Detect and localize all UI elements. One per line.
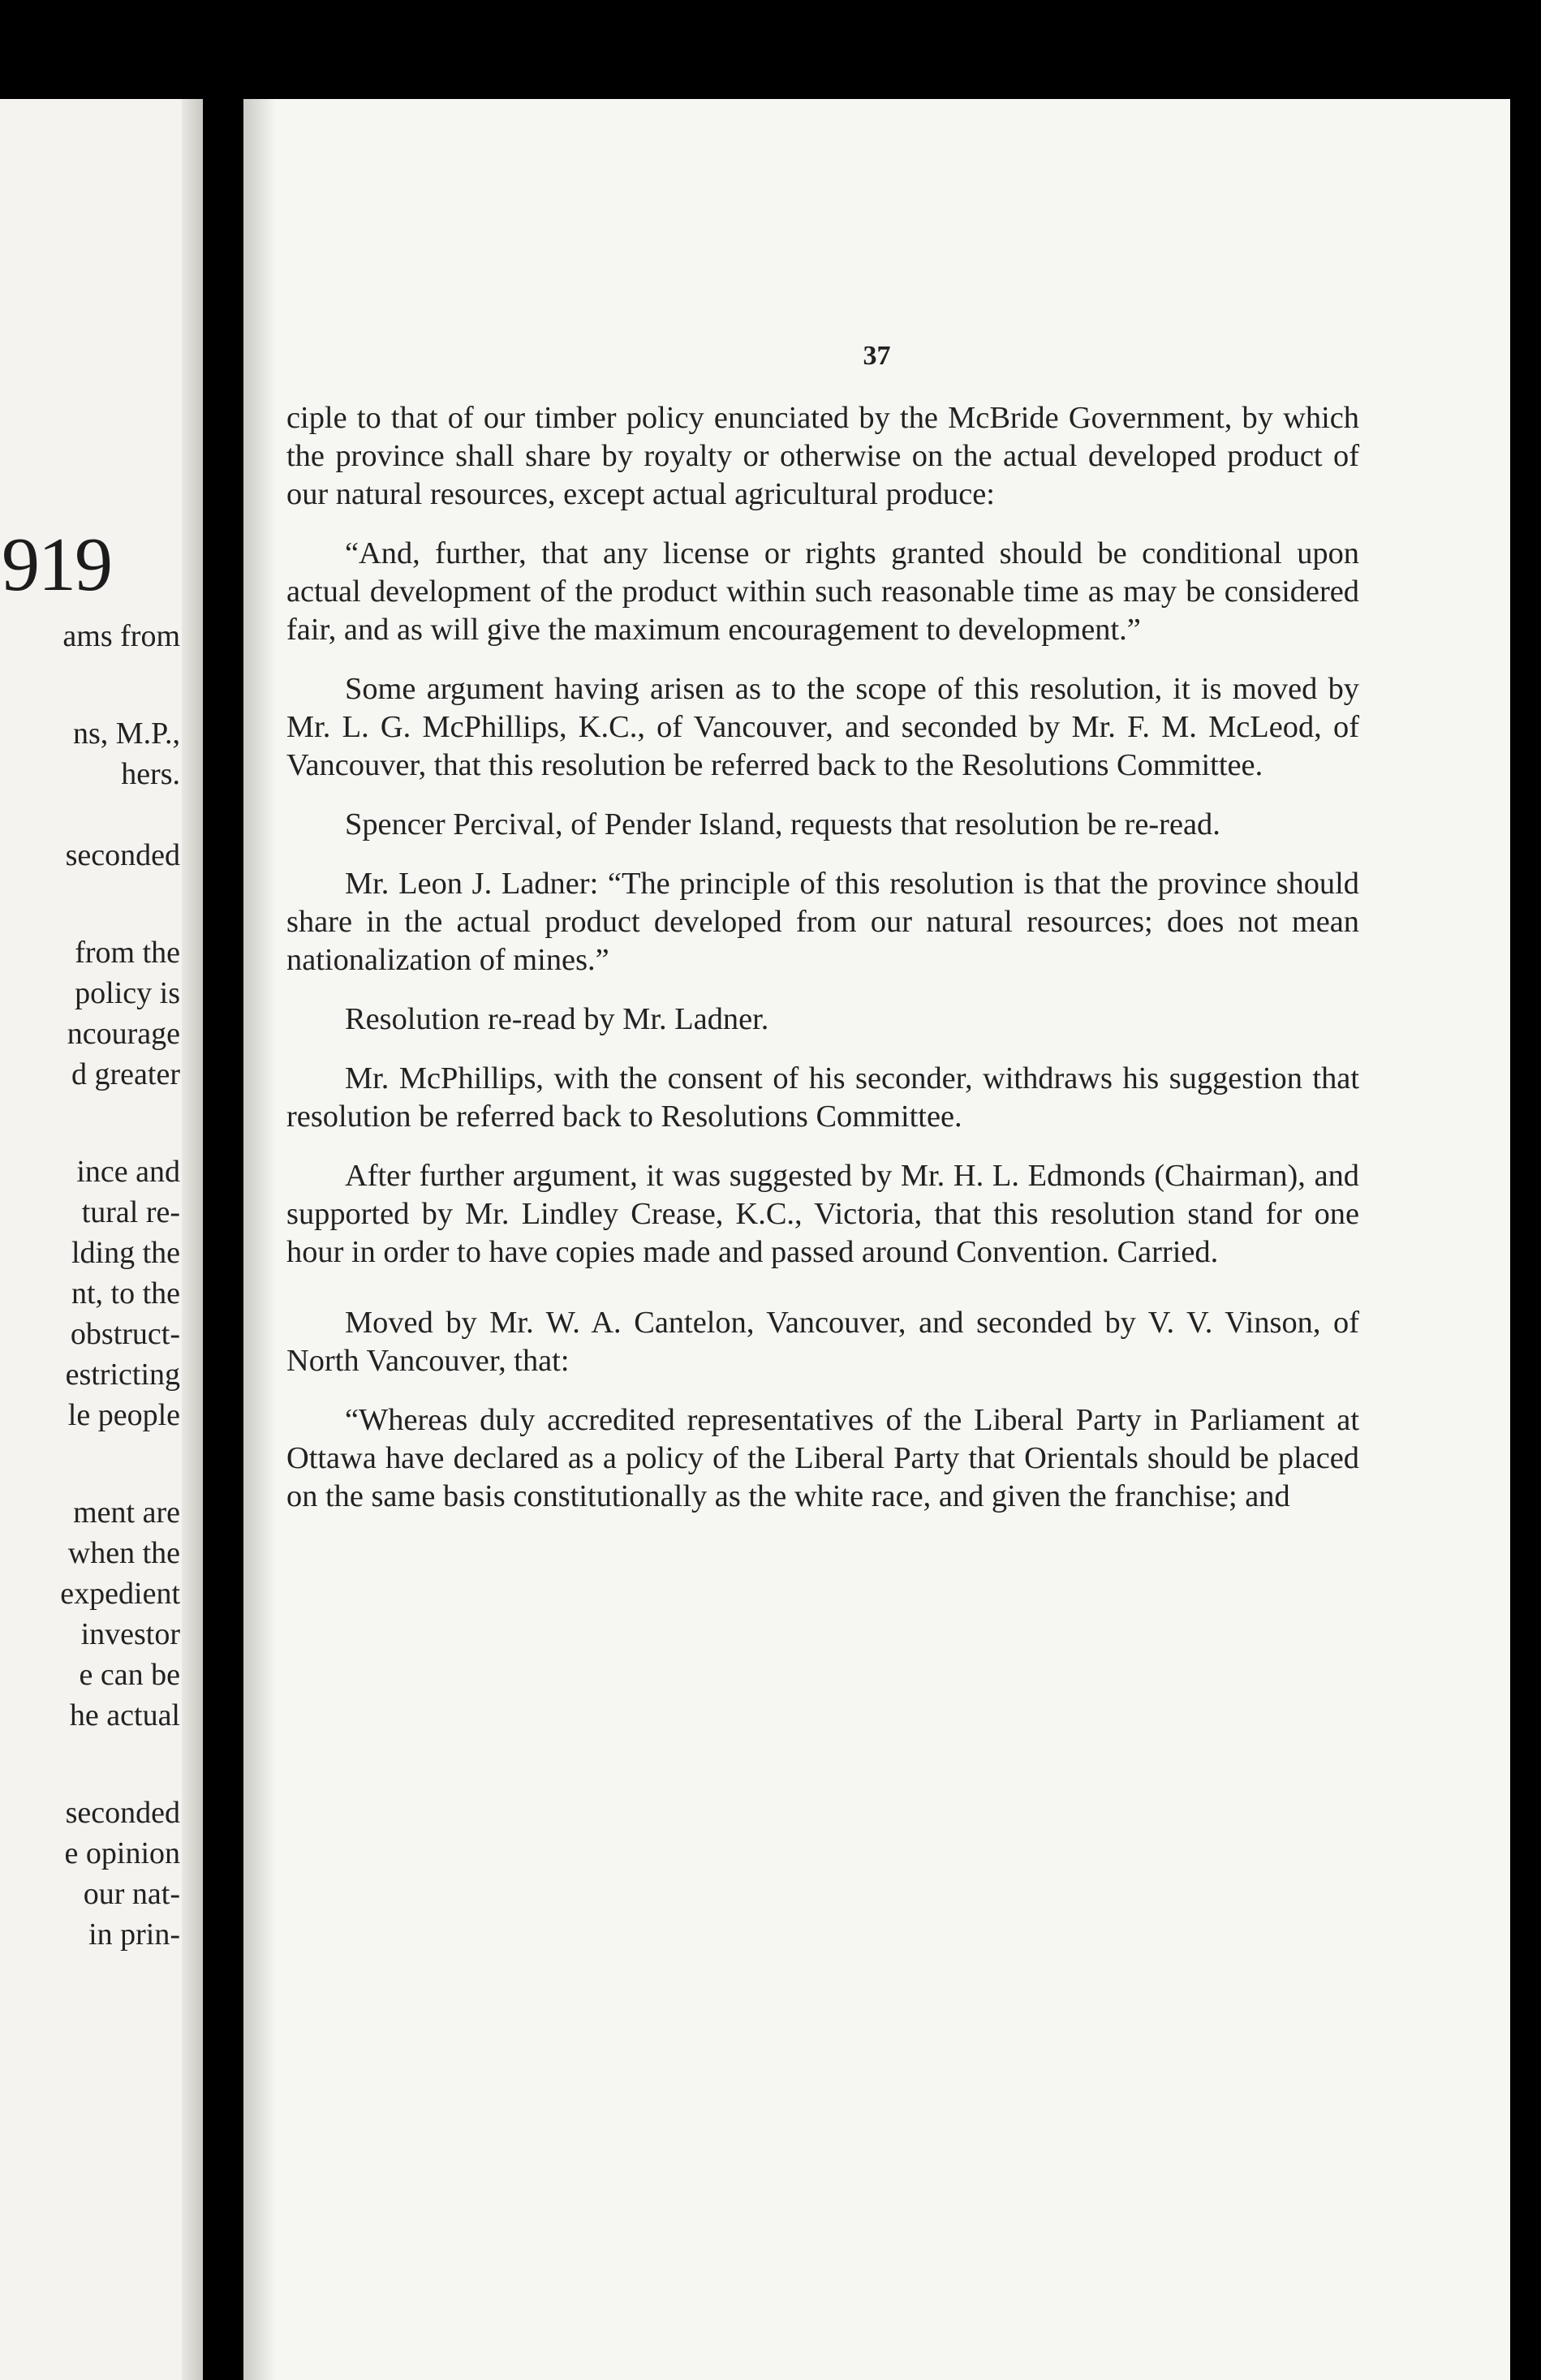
left-line: our nat- <box>83 1877 180 1911</box>
paragraph: Spencer Percival, of Pender Island, requests that resolution be re-read. <box>345 807 1220 841</box>
left-line: policy is <box>75 976 180 1010</box>
left-page <box>0 99 203 2380</box>
left-line: ince and <box>76 1155 180 1189</box>
left-line: e can be <box>79 1658 180 1692</box>
left-line: estricting <box>65 1358 180 1392</box>
left-line: nt, to the <box>71 1276 180 1311</box>
right-page <box>243 99 1510 2380</box>
left-line: ns, M.P., <box>73 717 180 751</box>
paragraph: “Whereas duly accredited representatives of the Liberal Party in Parliament at Ottawa have declared as a policy of the Liberal Party that Orientals should be placed on the same basis constitutionally as the white race, and given the franchise; and <box>286 1403 1359 1513</box>
paragraph: Resolution re-read by Mr. Ladner. <box>345 1002 769 1036</box>
page-number: 37 <box>863 341 891 371</box>
page-gutter <box>182 99 203 2380</box>
left-line: e opinion <box>64 1836 180 1870</box>
paragraph: Mr. McPhillips, with the consent of his seconder, withdraws his suggestion that resolution be referred back to Resolutions Committee. <box>286 1061 1359 1134</box>
left-line: tural re- <box>81 1195 180 1229</box>
left-line: when the <box>67 1536 180 1570</box>
left-line: lding the <box>71 1236 180 1270</box>
left-line: from the <box>75 936 180 970</box>
paragraph: Some argument having arisen as to the scope of this resolution, it is moved by Mr. L. G. McPhillips, K.C., of Vancouver, and seconded by Mr. F. M. McLeod, of Vancouver, that this resolution be referred back to the Resolutions Committee. <box>286 672 1359 782</box>
left-line: ncourage <box>67 1017 180 1051</box>
paragraph: After further argument, it was suggested by Mr. H. L. Edmonds (Chairman), and supported by Mr. Lindley Crease, K.C., Victoria, that this resolution stand for one hour in order to have copies made and passed around Convention. Carried. <box>286 1159 1359 1269</box>
paragraph: ciple to that of our timber policy enunciated by the McBride Government, by which the province shall share by royalty or otherwise on the actual developed product of our natural resources, except actual agricultural produce: <box>286 401 1359 511</box>
paragraph: “And, further, that any license or rights granted should be conditional upon actual development of the product within such reasonable time as may be considered fair, and as will give the maximum encouragement to development.” <box>286 536 1359 647</box>
left-line: expedient <box>60 1577 180 1611</box>
page-body <box>286 399 1359 1516</box>
left-line: obstruct- <box>70 1317 180 1351</box>
paragraph: Mr. Leon J. Ladner: “The principle of this resolution is that the province should share in the actual product developed from our natural resources; does not mean nationalization of mines.” <box>286 867 1359 977</box>
page-fold-shadow <box>243 99 276 2380</box>
left-page-heading: 919 <box>2 523 111 607</box>
left-line: le people <box>67 1398 180 1432</box>
paragraph: Moved by Mr. W. A. Cantelon, Vancouver, and seconded by V. V. Vinson, of North Vancouver, that: <box>286 1306 1359 1378</box>
left-line: ams from <box>62 619 180 653</box>
left-line: hers. <box>121 757 180 791</box>
left-line: investor <box>80 1617 180 1651</box>
left-line: ment are <box>73 1496 180 1530</box>
left-line: he actual <box>69 1698 180 1732</box>
left-line: seconded <box>65 838 180 872</box>
left-line: in prin- <box>88 1917 180 1952</box>
left-line: d greater <box>71 1057 180 1091</box>
left-line: seconded <box>65 1796 180 1830</box>
